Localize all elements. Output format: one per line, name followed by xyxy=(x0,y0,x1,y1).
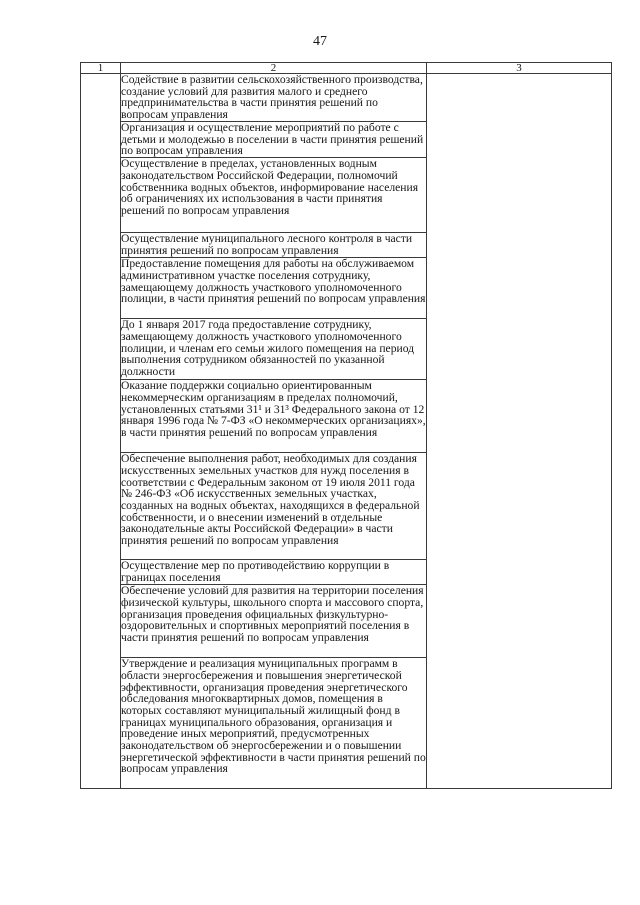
page-number: 47 xyxy=(313,34,327,49)
col-3-cell xyxy=(427,258,612,319)
header-col-3: 3 xyxy=(427,63,612,74)
col-1-cell xyxy=(81,233,121,258)
col-3-cell xyxy=(427,658,612,789)
table-row xyxy=(81,380,612,453)
table-header-row xyxy=(81,63,612,74)
table-row xyxy=(81,258,612,319)
col-1-cell xyxy=(81,380,121,453)
col-3-cell xyxy=(427,158,612,233)
power-text: Оказание поддержки социально ориентированным некоммерческим организациям в пределах полномочий, установленных статьями 31¹ и 31³ Федерального закона от 12 января 1996 года № 7-ФЗ «О некоммерческих организациях», в части принятия решений по вопросам управления xyxy=(121,380,427,453)
col-3-cell xyxy=(427,319,612,380)
header-col-2: 2 xyxy=(121,63,427,74)
col-1-cell xyxy=(81,585,121,658)
col-1-cell xyxy=(81,319,121,380)
col-3-cell xyxy=(427,122,612,158)
col-3-cell xyxy=(427,233,612,258)
table-row xyxy=(81,319,612,380)
power-text: Содействие в развитии сельскохозяйственного производства, создание условий для развития малого и среднего предпринимательства в части принятия решений по вопросам управления xyxy=(121,74,427,122)
power-text: Осуществление мер по противодействию коррупции в границах поселения xyxy=(121,560,427,585)
power-text: Обеспечение выполнения работ, необходимых для создания искусственных земельных участков для нужд поселения в соответствии с Федеральным законом от 19 июля 2011 года № 246-ФЗ «Об искусственных земельных участках, созданных на водных объектах, находящихся в федеральной собственности, и о внесении изменений в отдельные законодательные акты Российской Федерации» в части принятия решений по вопросам управления xyxy=(121,453,427,560)
power-text: Организация и осуществление мероприятий по работе с детьми и молодежью в поселении в части принятия решений по вопросам управления xyxy=(121,122,427,158)
table-row xyxy=(81,74,612,122)
power-text: До 1 января 2017 года предоставление сотруднику, замещающему должность участкового уполномоченного полиции, и членам его семьи жилого помещения на период выполнения сотрудником обязанностей по указанной должности xyxy=(121,319,427,380)
col-3-cell xyxy=(427,380,612,453)
col-1-cell xyxy=(81,74,121,122)
table-row xyxy=(81,453,612,560)
power-text: Обеспечение условий для развития на территории поселения физической культуры, школьного спорта и массового спорта, организация проведения официальных физкультурно-оздоровительных и спортивных мероприятий поселения в части принятия решений по вопросам управления xyxy=(121,585,427,658)
table-row xyxy=(81,585,612,658)
col-1-cell xyxy=(81,158,121,233)
header-col-1: 1 xyxy=(81,63,121,74)
table-row xyxy=(81,233,612,258)
power-text: Утверждение и реализация муниципальных программ в области энергосбережения и повышения энергетической эффективности, организация проведения энергетического обследования многоквартирных домов, помещения в которых составляют муниципальный жилищный фонд в границах муниципального образования, организация и проведение иных мероприятий, предусмотренных законодательством об энергосбережении и о повышении энергетической эффективности в части принятия решений по вопросам управления xyxy=(121,658,427,789)
power-text: Осуществление в пределах, установленных водным законодательством Российской Федерации, полномочий собственника водных объектов, информирование населения об ограничениях их использования в части принятия решений по вопросам управления xyxy=(121,158,427,233)
col-3-cell xyxy=(427,585,612,658)
powers-table xyxy=(80,62,612,789)
power-text: Предоставление помещения для работы на обслуживаемом административном участке поселения сотруднику, замещающему должность участкового уполномоченного полиции, в части принятия решений по вопросам управления xyxy=(121,258,427,319)
col-3-cell xyxy=(427,453,612,560)
col-1-cell xyxy=(81,122,121,158)
col-1-cell xyxy=(81,453,121,560)
col-1-cell xyxy=(81,560,121,585)
table-row xyxy=(81,158,612,233)
col-3-cell xyxy=(427,560,612,585)
col-1-cell xyxy=(81,658,121,789)
col-1-cell xyxy=(81,258,121,319)
table-row xyxy=(81,122,612,158)
power-text: Осуществление муниципального лесного контроля в части принятия решений по вопросам управления xyxy=(121,233,427,258)
table-row xyxy=(81,658,612,789)
col-3-cell xyxy=(427,74,612,122)
table-row xyxy=(81,560,612,585)
